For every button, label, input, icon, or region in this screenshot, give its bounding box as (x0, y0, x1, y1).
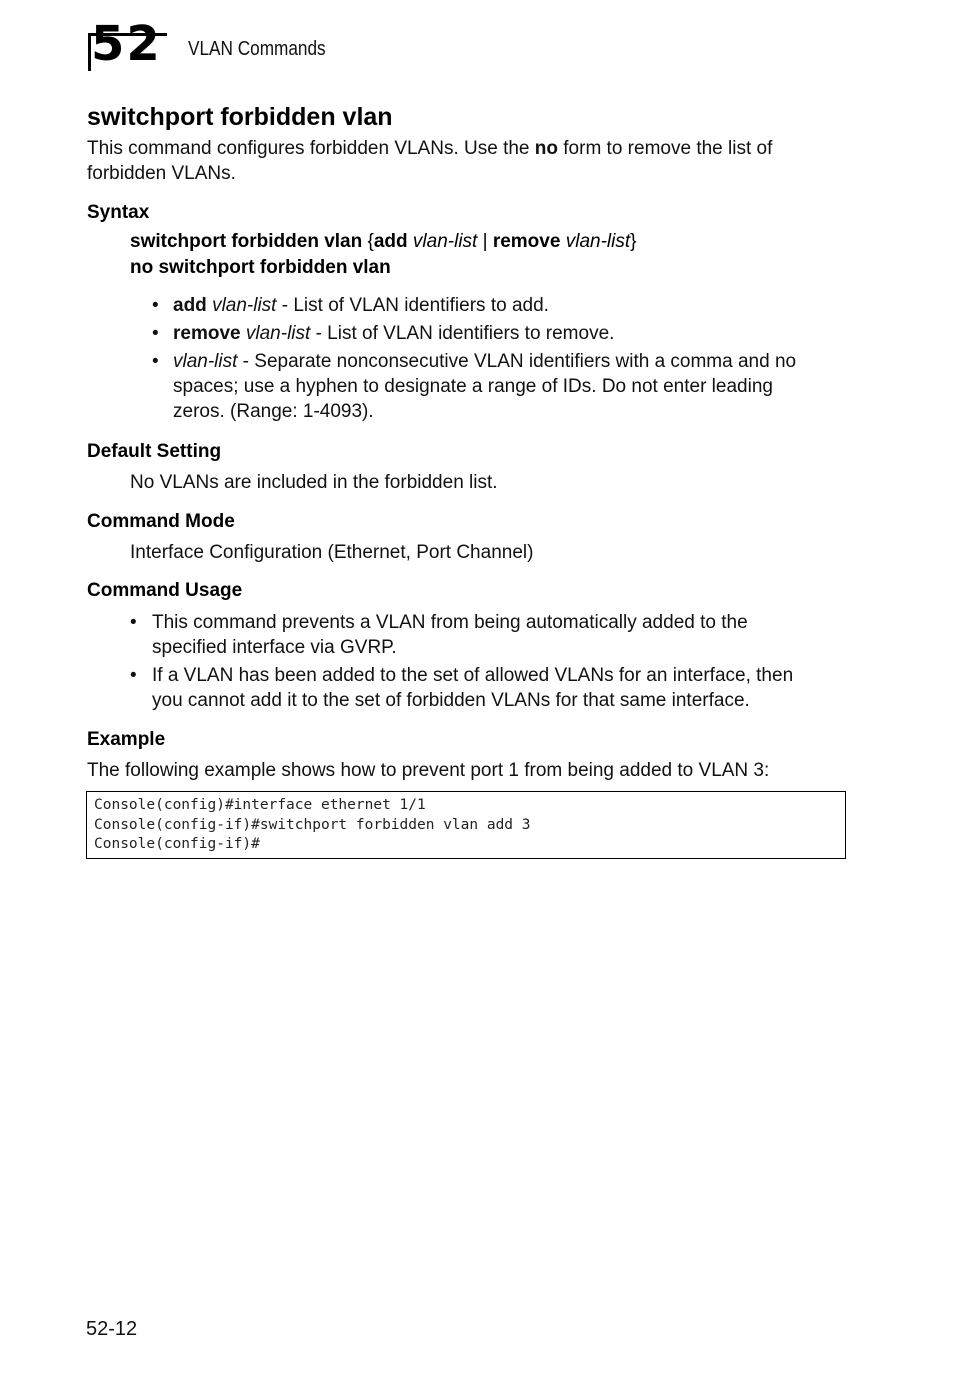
usage-text-cont: specified interface via GVRP. (152, 637, 397, 658)
param-desc: - List of VLAN identifiers to remove. (310, 323, 615, 344)
running-head: VLAN Commands (188, 38, 326, 60)
syntax-line-1 (130, 231, 636, 253)
syntax-command: switchport forbidden vlan (130, 231, 363, 252)
syntax-add-keyword: add (373, 231, 408, 252)
code-line: Console(config-if)# (94, 836, 260, 852)
default-setting-text: No VLANs are included in the forbidden list. (130, 472, 498, 493)
bullet: • (152, 323, 159, 344)
intro-text: This command configures forbidden VLANs. Use the (87, 138, 535, 159)
list-item (130, 610, 850, 663)
chapter-number: 52 (91, 16, 162, 72)
example-heading: Example (87, 729, 166, 750)
syntax-arg-vlan-list: vlan-list (412, 231, 478, 252)
syntax-param-list (152, 293, 852, 424)
bullet: • (130, 612, 137, 633)
syntax-no-command: no switchport forbidden vlan (130, 257, 391, 278)
list-item (152, 293, 852, 321)
list-item (130, 663, 850, 713)
param-arg: vlan-list (212, 295, 277, 316)
intro-line-2: forbidden VLANs. (87, 163, 236, 184)
page-number: 52-12 (86, 1318, 138, 1340)
command-mode-text: Interface Configuration (Ethernet, Port Channel) (130, 542, 534, 563)
param-keyword: add (173, 295, 207, 316)
syntax-arg-vlan-list-2: vlan-list (565, 231, 631, 252)
default-setting-heading: Default Setting (87, 441, 222, 462)
intro-line-1 (87, 136, 772, 161)
bullet: • (130, 665, 137, 686)
usage-text: This command prevents a VLAN from being automatically added to the (152, 612, 748, 633)
list-item (152, 349, 852, 424)
page-title: switchport forbidden vlan (87, 103, 393, 131)
syntax-remove-keyword: remove (492, 231, 561, 252)
syntax-heading: Syntax (87, 202, 150, 223)
code-line: Console(config)#interface ethernet 1/1 (94, 797, 426, 813)
command-usage-heading: Command Usage (87, 580, 243, 601)
param-desc: - List of VLAN identifiers to add. (276, 295, 549, 316)
param-arg: vlan-list (245, 323, 311, 344)
usage-text-cont: you cannot add it to the set of forbidden VLANs for that same interface. (152, 690, 750, 711)
intro-no-keyword: no (534, 138, 558, 159)
syntax-brace-close: } (630, 231, 637, 252)
syntax-separator: | (477, 231, 493, 252)
param-desc: - Separate nonconsecutive VLAN identifiers with a comma and no (237, 351, 797, 372)
param-arg: vlan-list (173, 351, 238, 372)
bullet: • (152, 351, 159, 372)
list-item (152, 321, 852, 349)
code-line: Console(config-if)#switchport forbidden vlan add 3 (94, 816, 531, 833)
param-keyword: remove (173, 323, 241, 344)
syntax-brace-open: { (362, 231, 374, 252)
intro-text-end: form to remove the list of (558, 138, 773, 159)
command-mode-heading: Command Mode (87, 511, 235, 532)
example-text: The following example shows how to prevent port 1 from being added to VLAN 3: (87, 760, 770, 781)
code-example-box (86, 791, 846, 859)
command-usage-list (130, 610, 850, 713)
syntax-line-2 (130, 257, 391, 279)
usage-text: If a VLAN has been added to the set of allowed VLANs for an interface, then (152, 665, 794, 686)
param-desc-cont: zeros. (Range: 1-4093). (173, 401, 374, 422)
param-desc-cont: spaces; use a hyphen to designate a range of IDs. Do not enter leading (173, 376, 773, 397)
bullet: • (152, 295, 159, 316)
